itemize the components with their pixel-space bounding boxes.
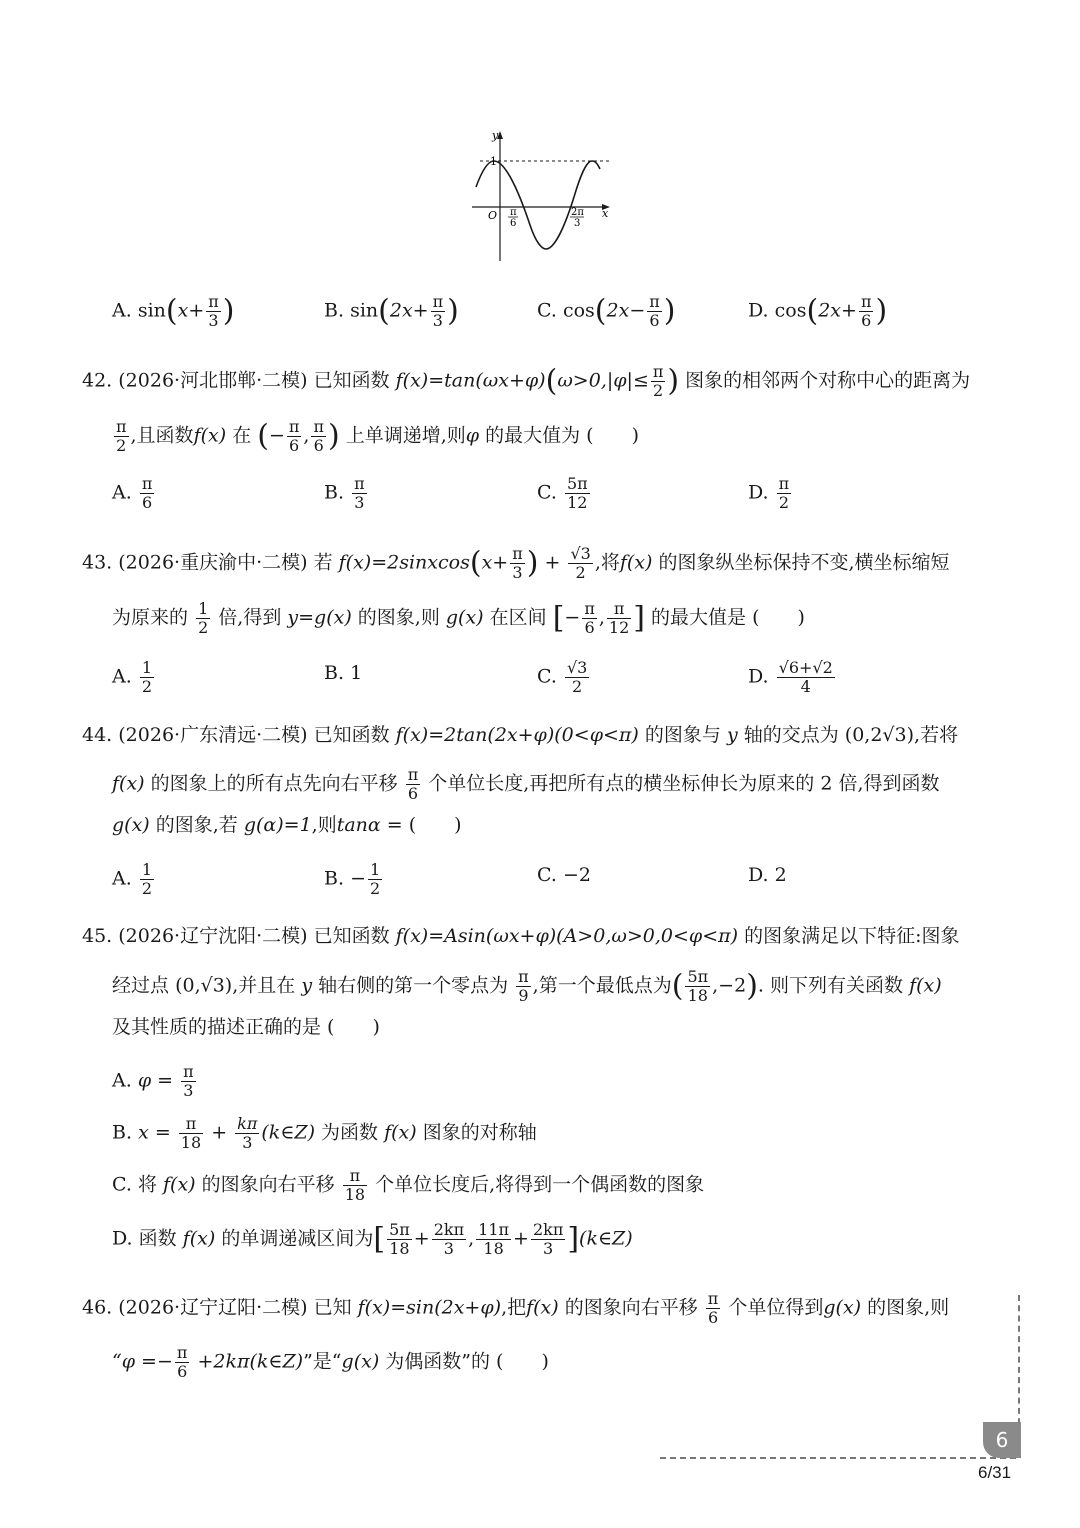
fraction: $\frac{\pi}{6}$ bbox=[584, 599, 595, 637]
option-letter: B. bbox=[324, 867, 345, 890]
math: g(x) bbox=[445, 606, 484, 629]
math: f(x) bbox=[909, 974, 942, 997]
fraction: $\frac{\pi}{9}$ bbox=[518, 967, 529, 1005]
fraction: $\frac{\pi}{6}$ bbox=[313, 417, 324, 455]
math: (k∈Z) bbox=[579, 1227, 633, 1250]
option-letter: C. bbox=[112, 1173, 132, 1196]
fraction: $\frac{\pi}{3}$ bbox=[208, 292, 219, 330]
q44-option-d[interactable] bbox=[748, 862, 787, 888]
math: + bbox=[544, 551, 561, 574]
tick-pi-6-den: 6 bbox=[510, 218, 517, 229]
math: +2kπ(k∈Z) bbox=[197, 1350, 304, 1373]
arg: x+ bbox=[177, 299, 205, 322]
text: ,且函数 bbox=[130, 424, 194, 447]
q43-option-d[interactable] bbox=[748, 659, 837, 696]
fn: sin bbox=[350, 299, 379, 322]
option-letter: C. bbox=[537, 665, 557, 688]
question-number: 43. bbox=[82, 551, 113, 574]
question-number: 44. bbox=[82, 724, 113, 746]
question-number: 46. bbox=[82, 1296, 113, 1319]
option-letter: B. bbox=[324, 299, 345, 322]
fraction: $\frac{\pi}{6}$ bbox=[407, 765, 419, 803]
x-axis-label: x bbox=[602, 207, 609, 220]
option-letter: C. bbox=[537, 299, 557, 322]
q42-option-c[interactable] bbox=[537, 475, 592, 512]
arg: 2x− bbox=[606, 299, 646, 322]
q45-option-a[interactable] bbox=[112, 1063, 198, 1100]
math: φ = bbox=[137, 1069, 174, 1092]
math: tanα = bbox=[336, 814, 403, 836]
math: y=g(x) bbox=[287, 606, 352, 629]
option-letter: A. bbox=[112, 1069, 132, 1092]
fraction: $\frac{\pi}{18}$ bbox=[344, 1166, 366, 1204]
text: 的图象纵坐标保持不变,横坐标缩短 bbox=[658, 551, 950, 574]
text: ,并且在 bbox=[232, 974, 296, 997]
math: y bbox=[301, 974, 313, 997]
text: 为函数 bbox=[321, 1121, 379, 1144]
function-graph bbox=[460, 125, 620, 265]
text: 将 bbox=[137, 1173, 157, 1196]
option-letter: B. bbox=[324, 481, 345, 504]
q43-option-c[interactable] bbox=[537, 659, 591, 696]
math: f(x)=tan(ωx+φ) bbox=[395, 369, 546, 392]
math: f(x) bbox=[163, 1173, 196, 1196]
fraction: $\frac{\pi}{12}$ bbox=[608, 599, 630, 637]
question-source: (2026·辽宁辽阳·二模) bbox=[118, 1296, 308, 1319]
math: ω>0,|φ|≤ bbox=[557, 369, 649, 392]
text: 在区间 bbox=[489, 606, 547, 629]
text: 轴右侧的第一个零点为 bbox=[318, 974, 509, 997]
fraction: $\frac{\pi}{2}$ bbox=[652, 362, 664, 400]
option-letter: D. bbox=[748, 299, 769, 322]
q44-line-2 bbox=[112, 766, 940, 803]
math: f(x)=2tan(2x+φ)(0<φ<π) bbox=[395, 724, 639, 746]
q45-line-1 bbox=[82, 923, 959, 949]
fraction: $\frac{\pi}{3}$ bbox=[432, 292, 444, 330]
fraction: $\frac{1}{2}$ bbox=[141, 658, 152, 696]
math: − bbox=[268, 424, 285, 447]
option-letter: C. bbox=[537, 481, 557, 504]
math: f(x) bbox=[182, 1227, 216, 1250]
q45-option-c[interactable] bbox=[112, 1167, 704, 1204]
fraction: $\frac{1}{2}$ bbox=[141, 860, 152, 898]
q46-line-1 bbox=[82, 1290, 949, 1327]
math: “φ =− bbox=[112, 1350, 173, 1373]
text: ,第一个最低点为 bbox=[532, 974, 672, 997]
text: 的图象,若 bbox=[155, 814, 238, 836]
fraction: $\frac{1}{2}$ bbox=[369, 860, 381, 898]
question-source: (2026·广东清远·二模) bbox=[118, 724, 308, 746]
q41-option-b[interactable]: B. sin(2x+ $\frac{\pi}{3}$ ) bbox=[324, 292, 459, 330]
q42-option-b[interactable] bbox=[324, 475, 369, 512]
math: x = bbox=[138, 1121, 171, 1144]
q42-line-2: $\frac{\pi}{2}$ ,且函数f(x) 在 (− $\frac{\pi}{6}$ , $\frac{\pi}{6}$ ) 上单调递增,则φ 的最大值为 ( ) bbox=[116, 417, 640, 455]
math: g(x) bbox=[112, 814, 150, 836]
option-letter: C. bbox=[537, 864, 557, 886]
q41-option-c[interactable]: C. cos(2x− $\frac{\pi}{6}$ ) bbox=[537, 292, 676, 330]
fraction: $\frac{\pi}{6}$ bbox=[649, 292, 660, 330]
q46-line-2 bbox=[112, 1344, 549, 1381]
fraction: $\frac{\pi}{6}$ bbox=[707, 1289, 719, 1327]
text: 个单位长度后,将得到一个偶函数的图象 bbox=[375, 1173, 705, 1196]
text: 的图象向右平移 bbox=[201, 1173, 335, 1196]
cosine-curve bbox=[476, 161, 600, 249]
tick-2pi-3-den: 3 bbox=[574, 218, 581, 229]
text: 的图象与 bbox=[644, 724, 721, 746]
fraction: $\frac{2k\pi}{3}$ bbox=[532, 1220, 564, 1258]
fraction: $\frac{1}{2}$ bbox=[198, 599, 209, 637]
text: 为偶函数”的 ( ) bbox=[385, 1350, 549, 1373]
q43-line-1: 43. (2026·重庆渝中·二模) 若 f(x)=2sinxcos(x+ $\frac{\pi}{3}$ ) + $\frac{√3}{2}$ ,将f(x) 的图象纵坐标保持不变,横坐标缩短 bbox=[82, 544, 950, 582]
fraction: $\frac{5\pi}{12}$ bbox=[566, 474, 588, 512]
question-source: (2026·重庆渝中·二模) bbox=[118, 551, 308, 574]
q41-option-d[interactable]: D. cos(2x+ $\frac{\pi}{6}$ ) bbox=[748, 292, 888, 330]
text: 图象的相邻两个对称中心的距离为 bbox=[685, 369, 971, 392]
q42-line-1: 42. (2026·河北邯郸·二模) 已知函数 f(x)=tan(ωx+φ)(ω>0,|φ|≤ $\frac{\pi}{2}$ ) 图象的相邻两个对称中心的距离为 bbox=[82, 362, 971, 400]
option-letter: B. bbox=[112, 1121, 133, 1144]
tick-pi-6-num: π bbox=[510, 207, 517, 218]
text: 的图象上的所有点先向右平移 bbox=[150, 772, 398, 795]
text: 已知 bbox=[313, 1296, 352, 1319]
text: 个单位长度,再把所有点的横坐标伸长为原来的 2 倍,得到函数 bbox=[428, 772, 940, 795]
text: ,将 bbox=[594, 551, 620, 574]
text: ,若将 bbox=[914, 724, 959, 746]
arg: 2x+ bbox=[818, 299, 857, 322]
q43-option-a[interactable] bbox=[112, 659, 156, 696]
option-letter: B. bbox=[324, 662, 345, 684]
math: f(x)=sin(2x+φ) bbox=[357, 1296, 502, 1319]
question-source: (2026·河北邯郸·二模) bbox=[118, 369, 308, 392]
math: g(α)=1 bbox=[243, 814, 312, 836]
q44-option-c[interactable] bbox=[537, 862, 591, 888]
text: 的最大值是 ( ) bbox=[651, 606, 805, 629]
text: 的图象,则 bbox=[867, 1296, 950, 1319]
fraction: $\frac{\pi}{6}$ bbox=[176, 1343, 188, 1381]
text: 个单位得到 bbox=[728, 1296, 824, 1319]
q41-option-a[interactable]: A. sin(x+ $\frac{\pi}{3}$ ) bbox=[112, 292, 235, 330]
fraction: $\frac{\pi}{3}$ bbox=[183, 1062, 194, 1100]
fraction: $\frac{2k\pi}{3}$ bbox=[433, 1220, 465, 1258]
fraction: $\frac{5\pi}{18}$ bbox=[687, 967, 709, 1005]
fraction: $\frac{\pi}{6}$ bbox=[288, 417, 300, 455]
fraction: $\frac{\pi}{2}$ bbox=[116, 417, 127, 455]
math: (k∈Z) bbox=[261, 1121, 315, 1144]
tick-2pi-3-num: 2π bbox=[571, 207, 584, 218]
option-letter: D. bbox=[748, 665, 769, 688]
question-source: (2026·辽宁沈阳·二模) bbox=[118, 925, 308, 947]
option-letter: D. bbox=[748, 481, 769, 504]
footer-dashed-line bbox=[660, 1457, 1016, 1459]
fn: cos bbox=[562, 299, 595, 322]
option-letter: A. bbox=[112, 867, 132, 890]
option-value: 1 bbox=[350, 662, 363, 684]
math: + bbox=[211, 1121, 228, 1144]
text: 的图象向右平移 bbox=[564, 1296, 698, 1319]
fraction: $\frac{\pi}{3}$ bbox=[354, 474, 365, 512]
text: ( ) bbox=[408, 814, 462, 836]
math: ,−2 bbox=[712, 974, 747, 997]
text: 若 bbox=[313, 551, 333, 574]
text: 的单调递减区间为 bbox=[221, 1227, 374, 1250]
fraction: $\frac{√6+√2}{4}$ bbox=[778, 658, 833, 696]
text: 为原来的 bbox=[112, 606, 189, 629]
question-number: 42. bbox=[82, 369, 113, 392]
math: (0,2√3) bbox=[844, 724, 915, 746]
fraction: $\frac{√3}{2}$ bbox=[566, 658, 588, 696]
fraction: $\frac{\pi}{18}$ bbox=[180, 1114, 202, 1152]
q45-line-3 bbox=[112, 1014, 380, 1040]
question-number: 45. bbox=[82, 925, 113, 947]
text: ,把 bbox=[501, 1296, 527, 1319]
text: 上单调递增,则 bbox=[345, 424, 466, 447]
fraction: $\frac{√3}{2}$ bbox=[570, 544, 591, 582]
q44-line-1 bbox=[82, 722, 958, 748]
fraction: $\frac{\pi}{6}$ bbox=[860, 292, 872, 330]
text: 已知函数 bbox=[313, 369, 390, 392]
option-value: −2 bbox=[562, 864, 591, 886]
text: 轴的交点为 bbox=[743, 724, 839, 746]
page-number-badge: 6 bbox=[983, 1422, 1021, 1458]
q43-option-b[interactable] bbox=[324, 660, 362, 686]
text: 的图象,则 bbox=[357, 606, 440, 629]
text: 的图象满足以下特征:图象 bbox=[744, 925, 960, 947]
math: − bbox=[350, 867, 366, 890]
option-letter: A. bbox=[112, 481, 132, 504]
text: 的最大值为 ( ) bbox=[485, 424, 640, 447]
math: φ bbox=[465, 424, 480, 447]
option-letter: A. bbox=[112, 665, 132, 688]
q45-option-b[interactable] bbox=[112, 1115, 537, 1152]
fn: sin bbox=[137, 299, 166, 322]
option-letter: D. bbox=[748, 864, 769, 886]
fraction: $\frac{5\pi}{18}$ bbox=[389, 1220, 410, 1258]
q45-line-2: 经过点 (0,√3),并且在 y 轴右侧的第一个零点为 $\frac{\pi}{9}$ ,第一个最低点为( $\frac{5\pi}{18}$ ,−2). 则下列有关函数 f(x) bbox=[112, 967, 942, 1005]
math: g(x) bbox=[823, 1296, 862, 1319]
origin-label: O bbox=[488, 209, 498, 222]
text: 经过点 bbox=[112, 974, 170, 997]
q44-option-b[interactable] bbox=[324, 861, 384, 898]
y-axis-label: y bbox=[492, 129, 499, 142]
math: f(x) bbox=[193, 424, 227, 447]
math: f(x) bbox=[619, 551, 653, 574]
math: f(x)=2sinxcos bbox=[338, 551, 470, 574]
arg: 2x+ bbox=[389, 299, 429, 322]
y-tick-one: 1 bbox=[490, 155, 497, 168]
q43-line-2: 为原来的 $\frac{1}{2}$ 倍,得到 y=g(x) 的图象,则 g(x) 在区间 [− $\frac{\pi}{6}$ , $\frac{\pi}{12}$ ] 的最大值是 ( ) bbox=[112, 599, 805, 637]
text: 已知函数 bbox=[313, 724, 390, 746]
math: x+ bbox=[481, 551, 509, 574]
q45-option-d[interactable]: D. 函数 f(x) 的单调递减区间为[ $\frac{5\pi}{18}$ + $\frac{2k\pi}{3}$ , $\frac{11\pi}{18}$ + $\frac{2k\pi}{3}$ ](k∈Z) bbox=[112, 1220, 633, 1258]
q44-option-a[interactable] bbox=[112, 861, 156, 898]
math: f(x) bbox=[384, 1121, 417, 1144]
fn: cos bbox=[774, 299, 807, 322]
fraction: $\frac{\pi}{3}$ bbox=[512, 544, 523, 582]
option-value: 2 bbox=[774, 864, 787, 886]
q42-option-a[interactable] bbox=[112, 475, 156, 512]
option-letter: D. bbox=[112, 1227, 133, 1250]
math: g(x) bbox=[341, 1350, 380, 1373]
text: 已知函数 bbox=[313, 925, 390, 947]
q44-line-3 bbox=[112, 812, 462, 838]
text: 倍,得到 bbox=[218, 606, 282, 629]
math: f(x)=Asin(ωx+φ)(A>0,ω>0,0<φ<π) bbox=[395, 925, 739, 947]
math: (0,√3) bbox=[175, 974, 233, 997]
fraction: $\frac{k\pi}{3}$ bbox=[237, 1114, 258, 1152]
math: f(x) bbox=[112, 772, 145, 795]
q42-option-d[interactable] bbox=[748, 475, 793, 512]
fraction: $\frac{\pi}{6}$ bbox=[141, 474, 153, 512]
text: 及其性质的描述正确的是 ( ) bbox=[112, 1016, 380, 1038]
text: ,则 bbox=[311, 814, 337, 836]
math: − bbox=[564, 606, 581, 629]
text: 函数 bbox=[138, 1227, 177, 1250]
option-letter: A. bbox=[112, 299, 132, 322]
math: y bbox=[726, 724, 738, 746]
fraction: $\frac{11\pi}{18}$ bbox=[478, 1220, 510, 1258]
page-count: 6/31 bbox=[978, 1463, 1012, 1482]
text: ”是“ bbox=[303, 1350, 342, 1373]
text: 图象的对称轴 bbox=[422, 1121, 537, 1144]
fraction: $\frac{\pi}{2}$ bbox=[778, 474, 790, 512]
text: . 则下列有关函数 bbox=[757, 974, 904, 997]
text: 在 bbox=[232, 424, 252, 447]
math: f(x) bbox=[526, 1296, 559, 1319]
